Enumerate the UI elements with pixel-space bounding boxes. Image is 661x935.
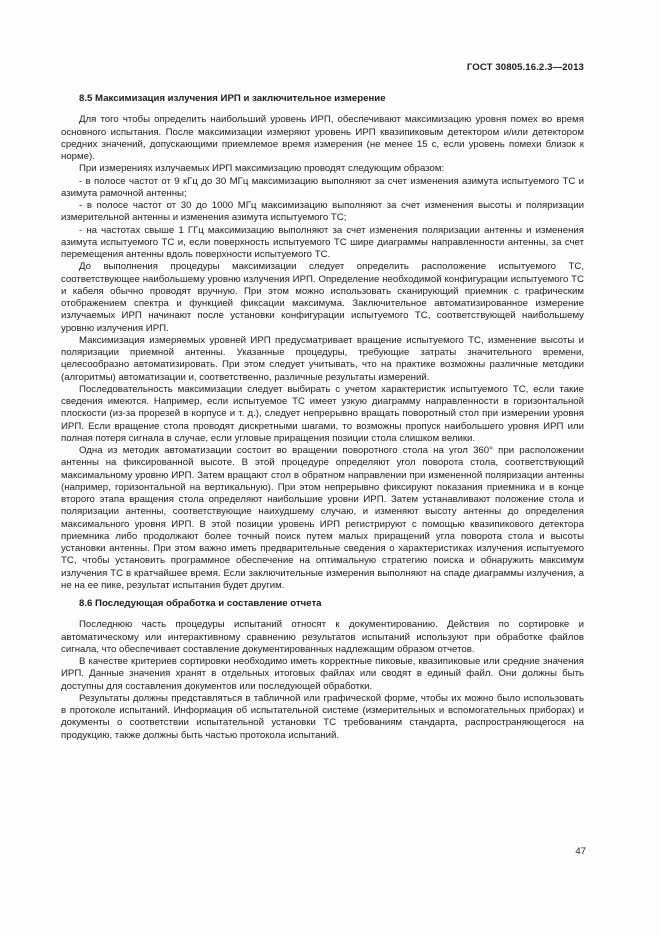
list-item: - в полосе частот от 9 кГц до 30 МГц максимизацию выполняют за счет изменения азимута испытуемого ТС и азимута рамочной антенны; xyxy=(61,175,584,199)
list-item: - в полосе частот от 30 до 1000 МГц максимизацию выполняют за счет изменения высоты и поляризации измерительной антенны и изменения азимута испытуемого ТС; xyxy=(61,200,584,224)
paragraph: Последовательность максимизации следует выбирать с учетом характеристик испытуемого ТС, если такие сведения имеются. Например, если испытуемое ТС имеет узкую диаграмму направленности в горизонтальной плоскости (из-за прорезей в корпусе и т. д.), следует непрерывно вращать поворотный стол при измерении уровня ИРП. Если вращение стола проводят дискретными шагами, то возможны пропуск наибольшего уровня ИРП или полная потеря сигнала в случае, если угловые приращения позиции стола слишком велики. xyxy=(61,383,584,444)
paragraph: Последнюю часть процедуры испытаний относят к документированию. Действия по сортировке и автоматическому или интерактивному сравнению результатов испытаний используют при обработке файлов сигнала, что обеспечивает составление документированных надлежащим образом отчетов. xyxy=(61,619,584,655)
paragraph: Одна из методик автоматизации состоит во вращении поворотного стола на угол 360° при расположении антенны на фиксированной высоте. В этой процедуре определяют угол поворота стола, соответствующий максимальному уровню ИРП. Затем вращают стол в обратном направлении при измененной поляризации антенны (например, горизонтальной на вертикальную). При этом непрерывно фиксируют показания приемника и в конце второго этапа вращения стола определяют наибольшие уровни ИРП. Затем устанавливают положение стола и поляризации антенны, соответствующие наихудшему случаю, и изменяют высоту антенны до определения максимального уровня ИРП. В этой позиции уровень ИРП регистрируют с помощью квазипикового детектора приемника либо продолжают более точный поиск путем малых приращений угла поворота стола и высоты установки антенны. При этом важно иметь предварительные сведения о характеристиках излучения испытуемого ТС, чтобы установить программное обеспечение на оптимальную стратегию поиска и обнаружить максимум излучения ТС в кратчайшее время. Если заключительные измерения выполняют на спаде диаграммы излучения, а не на ее пике, результат испытания будет другим. xyxy=(61,445,584,591)
section-heading-8-5: 8.5 Максимизация излучения ИРП и заключительное измерение xyxy=(79,93,386,104)
list-item: - на частотах свыше 1 ГГц максимизацию выполняют за счет изменения поляризации антенны и изменения азимута испытуемого ТС и, если поверхность испытуемого ТС шире диаграммы направленности антенны, за счет перемещения антенны вдоль поверхности испытуемого ТС. xyxy=(61,224,584,260)
page-number: 47 xyxy=(575,846,586,857)
standard-header: ГОСТ 30805.16.2.3—2013 xyxy=(466,62,584,73)
paragraph: Для того чтобы определить наибольший уровень ИРП, обеспечивают максимизацию уровня помех во время основного испытания. После максимизации измеряют уровень ИРП квазипиковым детектором и/или детектором средних значений, допускающими приемлемое время измерения (не менее 15 с, если уровень помехи близок к норме). xyxy=(61,114,584,162)
paragraph: Результаты должны представляться в табличной или графической форме, чтобы их можно было использовать в протоколе испытаний. Информация об испытательной системе (измерительных и вспомогательных приборах) и документы о соответствии испытательной установки ТС требованиям стандарта, распространяющегося на продукцию, также должны быть частью протокола испытаний. xyxy=(61,692,584,741)
page-body xyxy=(61,91,584,742)
paragraph: При измерениях излучаемых ИРП максимизацию проводят следующим образом: xyxy=(79,163,445,175)
section-heading-8-6: 8.6 Последующая обработка и составление отчета xyxy=(79,598,322,609)
paragraph: В качестве критериев сортировки необходимо иметь корректные пиковые, квазипиковые или средние значения ИРП. Данные значения хранят в отдельных итоговых файлах или сводят в единый файл. Они должны быть доступны для составления документов или последующей обработки. xyxy=(61,656,584,692)
paragraph: Максимизация измеряемых уровней ИРП предусматривает вращение испытуемого ТС, изменение высоты и поляризации приемной антенны. Указанные процедуры, требующие затраты значительного времени, целесообразно автоматизировать. При этом следует учитывать, что на практике возможны различные методики (алгоритмы) автоматизации и, соответственно, различные результаты измерений. xyxy=(61,334,584,383)
paragraph: До выполнения процедуры максимизации следует определить расположение испытуемого ТС, соответствующее наибольшему уровню излучения ИРП. Определение необходимой конфигурации испытуемого ТС и кабеля обычно проводят вручную. При этом можно использовать сканирующий приемник с графическим отображением спектра и функцией фиксации максимума. Заключительное автоматизированное измерение излучаемых ИРП начинают после установки конфигурации испытуемого ТС, соответствующей наибольшему уровню излучения ИРП. xyxy=(61,261,584,334)
